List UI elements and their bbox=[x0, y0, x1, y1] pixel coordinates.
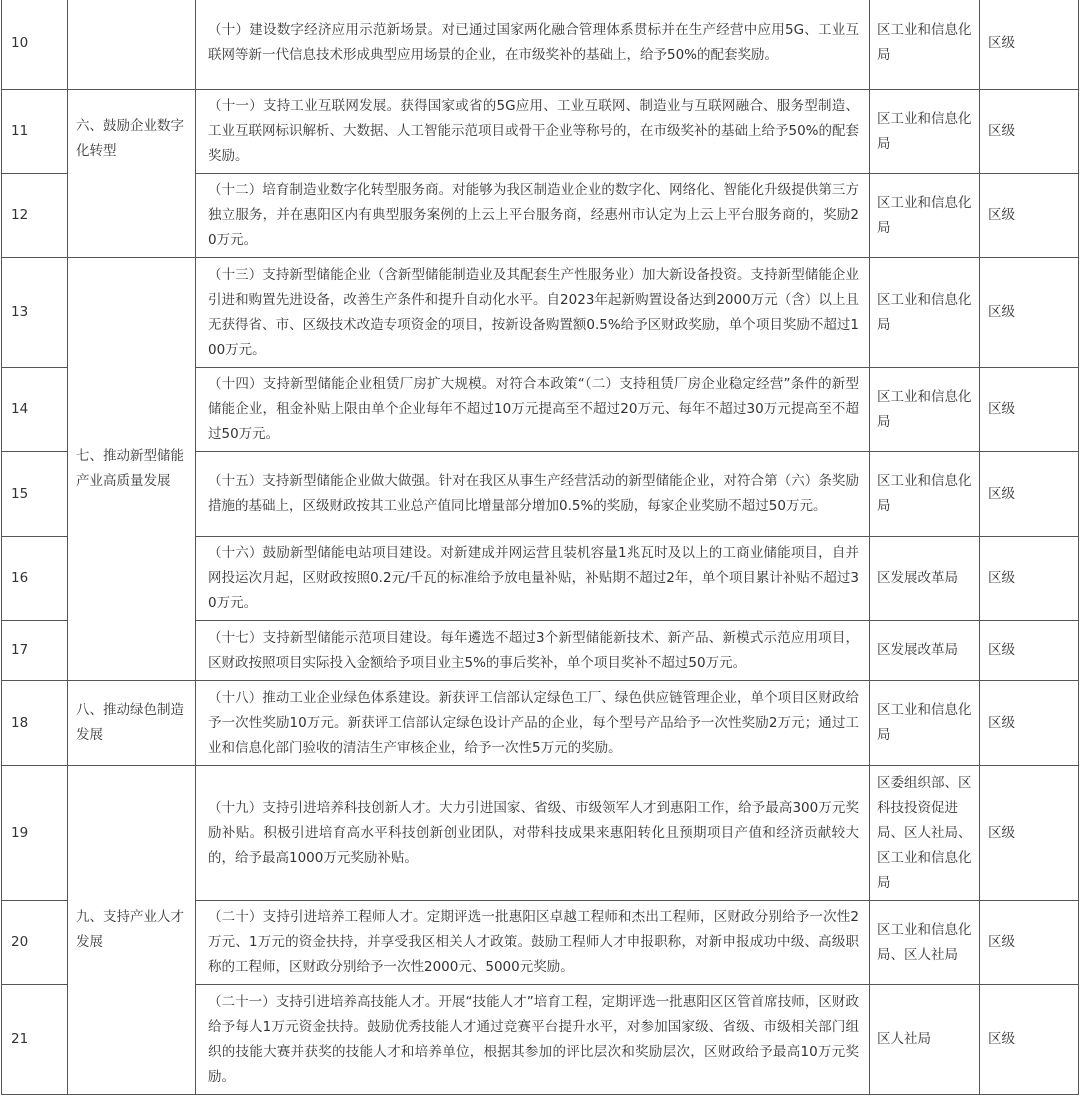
row-number: 17 bbox=[2, 621, 68, 681]
row-number: 10 bbox=[2, 0, 68, 90]
policy-content: （十）建设数字经济应用示范新场景。对已通过国家两化融合管理体系贯标并在生产经营中应用5G、工业互联网等新一代信息技术形成典型应用场景的企业，在市级奖补的基础上，给予50%的配套奖励。 bbox=[196, 0, 870, 90]
row-number: 11 bbox=[2, 90, 68, 174]
policy-content: （十五）支持新型储能企业做大做强。针对在我区从事生产经营活动的新型储能企业，对符合第（六）条奖励措施的基础上，区级财政按其工业总产值同比增量部分增加0.5%的奖励，每家企业奖励不超过50万元。 bbox=[196, 452, 870, 537]
policy-level: 区级 bbox=[980, 258, 1079, 368]
responsible-department: 区发展改革局 bbox=[870, 537, 980, 621]
responsible-department: 区发展改革局 bbox=[870, 621, 980, 681]
responsible-department: 区工业和信息化局 bbox=[870, 0, 980, 90]
table-row bbox=[2, 766, 1079, 901]
category-cell-prev bbox=[68, 0, 196, 90]
responsible-department: 区工业和信息化局 bbox=[870, 174, 980, 258]
table-row bbox=[2, 90, 1079, 174]
responsible-department: 区人社局 bbox=[870, 985, 980, 1095]
policy-content: （十八）推动工业企业绿色体系建设。新获评工信部认定绿色工厂、绿色供应链管理企业，单个项目区财政给予一次性奖励10万元。新获评工信部认定绿色设计产品的企业，每个型号产品给予一次性奖励2万元；通过工业和信息化部门验收的清洁生产审核企业，给予一次性5万元的奖励。 bbox=[196, 681, 870, 766]
policy-level: 区级 bbox=[980, 985, 1079, 1095]
category-label: 八、推动绿色制造发展 bbox=[76, 702, 184, 743]
policy-level: 区级 bbox=[980, 368, 1079, 452]
row-number: 12 bbox=[2, 174, 68, 258]
responsible-department: 区工业和信息化局 bbox=[870, 368, 980, 452]
responsible-department: 区工业和信息化局 bbox=[870, 90, 980, 174]
policy-content: （十二）培育制造业数字化转型服务商。对能够为我区制造业企业的数字化、网络化、智能化升级提供第三方独立服务，并在惠阳区内有典型服务案例的上云上平台服务商，经惠州市认定为上云上平台服务商的，奖励20万元。 bbox=[196, 174, 870, 258]
policy-content: （十一）支持工业互联网发展。获得国家或省的5G应用、工业互联网、制造业与互联网融合、服务型制造、工业互联网标识解析、大数据、人工智能示范项目或骨干企业等称号的，在市级奖补的基础上给予50%的配套奖励。 bbox=[196, 90, 870, 174]
policy-level: 区级 bbox=[980, 621, 1079, 681]
policy-content: （十六）鼓励新型储能电站项目建设。对新建成并网运营且装机容量1兆瓦时及以上的工商业储能项目，自并网投运次月起，区财政按照0.2元/千瓦的标准给予放电量补贴，补贴期不超过2年，单个项目累计补贴不超过30万元。 bbox=[196, 537, 870, 621]
category-cell bbox=[68, 681, 196, 766]
policy-content: （十四）支持新型储能企业租赁厂房扩大规模。对符合本政策“（二）支持租赁厂房企业稳定经营”条件的新型储能企业，租金补贴上限由单个企业每年不超过10万元提高至不超过20万元、每年不超过30万元提高至不超过50万元。 bbox=[196, 368, 870, 452]
row-number: 20 bbox=[2, 901, 68, 985]
policy-content: （二十）支持引进培养工程师人才。定期评选一批惠阳区卓越工程师和杰出工程师，区财政分别给予一次性2万元、1万元的资金扶持，并享受我区相关人才政策。鼓励工程师人才申报职称，对新申报成功中级、高级职称的工程师，区财政分别给予一次性2000元、5000元奖励。 bbox=[196, 901, 870, 985]
table-row bbox=[2, 681, 1079, 766]
category-label: 六、鼓励企业数字化转型 bbox=[76, 118, 184, 159]
responsible-department: 区委组织部、区科技投资促进局、区人社局、区工业和信息化局 bbox=[870, 766, 980, 901]
policy-level: 区级 bbox=[980, 766, 1079, 901]
policy-level: 区级 bbox=[980, 0, 1079, 90]
responsible-department: 区工业和信息化局、区人社局 bbox=[870, 901, 980, 985]
category-label: 七、推动新型储能产业高质量发展 bbox=[76, 448, 184, 489]
category-cell bbox=[68, 766, 196, 1095]
policy-level: 区级 bbox=[980, 174, 1079, 258]
policy-content: （十九）支持引进培养科技创新人才。大力引进国家、省级、市级领军人才到惠阳工作，给予最高300万元奖励补贴。积极引进培育高水平科技创新创业团队，对带科技成果来惠阳转化且预期项目产值和经济贡献较大的，给予最高1000万元奖励补贴。 bbox=[196, 766, 870, 901]
row-number: 18 bbox=[2, 681, 68, 766]
policy-content: （十三）支持新型储能企业（含新型储能制造业及其配套生产性服务业）加大新设备投资。支持新型储能企业引进和购置先进设备，改善生产条件和提升自动化水平。自2023年起新购置设备达到2000万元（含）以上且无获得省、市、区级技术改造专项资金的项目，按新设备购置额0.5%给予区财政奖励，单个项目奖励不超过100万元。 bbox=[196, 258, 870, 368]
category-cell bbox=[68, 258, 196, 681]
row-number: 19 bbox=[2, 766, 68, 901]
row-number: 13 bbox=[2, 258, 68, 368]
policy-table bbox=[1, 0, 1079, 1095]
policy-level: 区级 bbox=[980, 452, 1079, 537]
table-row bbox=[2, 0, 1079, 90]
responsible-department: 区工业和信息化局 bbox=[870, 681, 980, 766]
policy-level: 区级 bbox=[980, 901, 1079, 985]
responsible-department: 区工业和信息化局 bbox=[870, 452, 980, 537]
table-row bbox=[2, 258, 1079, 368]
policy-content: （十七）支持新型储能示范项目建设。每年遴选不超过3个新型储能新技术、新产品、新模式示范应用项目，区财政按照项目实际投入金额给予项目业主5%的事后奖补，单个项目奖补不超过50万元。 bbox=[196, 621, 870, 681]
row-number: 14 bbox=[2, 368, 68, 452]
responsible-department: 区工业和信息化局 bbox=[870, 258, 980, 368]
policy-level: 区级 bbox=[980, 537, 1079, 621]
row-number: 16 bbox=[2, 537, 68, 621]
category-label: 九、支持产业人才发展 bbox=[76, 909, 184, 950]
policy-level: 区级 bbox=[980, 90, 1079, 174]
row-number: 21 bbox=[2, 985, 68, 1095]
row-number: 15 bbox=[2, 452, 68, 537]
category-cell bbox=[68, 90, 196, 258]
policy-content: （二十一）支持引进培养高技能人才。开展“技能人才”培育工程，定期评选一批惠阳区区管首席技师，区财政给予每人1万元资金扶持。鼓励优秀技能人才通过竞赛平台提升水平，对参加国家级、省级、市级相关部门组织的技能大赛并获奖的技能人才和培养单位，根据其参加的评比层次和奖励层次，区财政给予最高10万元奖励。 bbox=[196, 985, 870, 1095]
policy-level: 区级 bbox=[980, 681, 1079, 766]
